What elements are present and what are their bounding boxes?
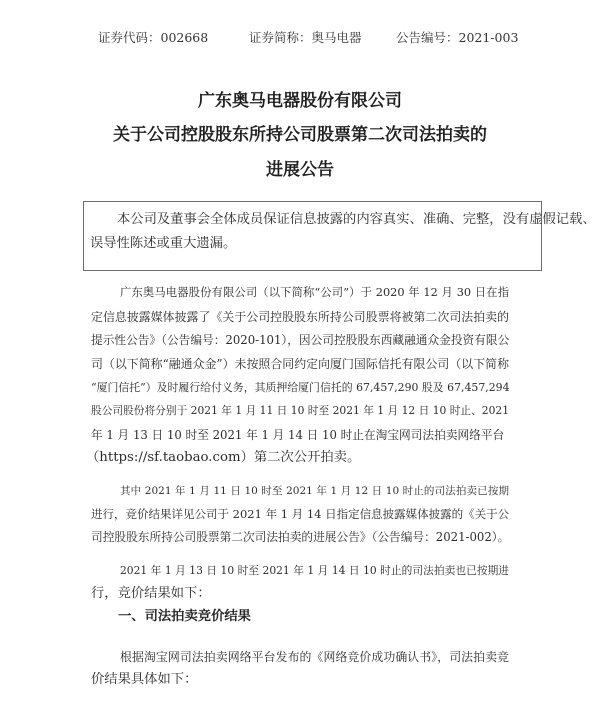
paragraph-1-line: （https://sf.taobao.com）第二次公开拍卖。 <box>86 450 361 465</box>
stock-code: 证券代码：002668 <box>98 30 209 45</box>
stock-name: 证券简称：奥马电器 <box>249 30 362 45</box>
announcement-title: 关于公司控股股东所持公司股票第二次司法拍卖的 <box>113 125 487 145</box>
paragraph-3-line: 行，竞价结果如下： <box>91 586 211 601</box>
paragraph-4-line: 价结果具体如下： <box>91 672 198 687</box>
paragraph-1-line: 广东奥马电器股份有限公司（以下简称“公司”）于 2020 年 12 月 30 日在指 <box>120 286 509 299</box>
paragraph-1-line: 年 1 月 13 日 10 时至 2021 年 1 月 14 日 10 时止在淘宝网司法拍卖网络平台 <box>91 428 505 442</box>
announcement-title-continued: 进展公告 <box>266 160 334 180</box>
paragraph-2-line: 其中 2021 年 1 月 11 日 10 时至 2021 年 1 月 12 日 10 时止的司法拍卖已按期 <box>120 485 509 497</box>
paragraph-2-line: 司控股股东所持公司股票第二次司法拍卖的进展公告》（公告编号：2021-002）。 <box>91 530 510 544</box>
paragraph-4-line: 根据淘宝网司法拍卖网络平台发布的《网络竞价成功确认书》，司法拍卖竞 <box>120 650 509 664</box>
paragraph-1-line: “厦门信托”）及时履行给付义务，其质押给厦门信托的 67,457,290 股及 67,457,294 <box>91 381 510 394</box>
paragraph-1-line: 提示性公告》（公告编号：2020-101），因公司控股股东西藏融通众金投资有限公 <box>91 333 510 347</box>
paragraph-1-line: 定信息披露媒体披露了《关于公司控股股东所持公司股票将被第二次司法拍卖的 <box>91 310 509 324</box>
paragraph-1-line: 司（以下简称“融通众金”）未按照合同约定向厦门国际信托有限公司（以下简称 <box>91 357 509 371</box>
disclosure-statement-line: 误导性陈述或重大遗漏。 <box>90 236 237 251</box>
notice-number: 公告编号：2021-003 <box>396 30 519 45</box>
company-title: 广东奥马电器股份有限公司 <box>198 91 402 111</box>
disclosure-statement-line: 本公司及董事会全体成员保证信息披露的内容真实、准确、完整，没有虚假记载、 <box>117 212 596 227</box>
section-heading: 一、司法拍卖竞价结果 <box>118 609 251 624</box>
paragraph-2-line: 进行，竞价结果详见公司于 2021 年 1 月 14 日指定信息披露媒体披露的《关于公 <box>91 507 510 521</box>
paragraph-3-line: 2021 年 1 月 13 日 10 时至 2021 年 1 月 14 日 10 时止的司法拍卖也已按期进 <box>120 564 509 577</box>
paragraph-1-line: 股公司股份将分别于 2021 年 1 月 11 日 10 时至 2021 年 1 月 12 日 10 时止、2021 <box>91 404 509 417</box>
